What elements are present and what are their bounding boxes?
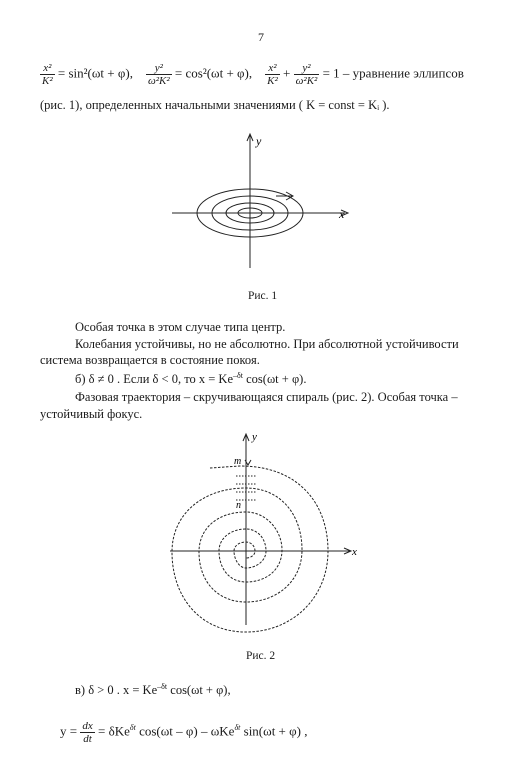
case-c-line <box>75 682 231 698</box>
case-c-tail: cos(ωt + φ), <box>170 683 231 698</box>
fig2-caption: Рис. 2 <box>246 650 276 662</box>
f1-denominator: K² <box>42 75 53 87</box>
f3a-numerator: x² <box>265 62 280 75</box>
paragraph-oscillations-line1: Колебания устойчивы, но не абсолютно. При абсолютной устойчивости <box>75 337 459 351</box>
plus-sign: + <box>283 65 291 81</box>
case-b-tail: cos(ωt + φ). <box>246 372 307 387</box>
f2-denominator: ω²K² <box>147 75 170 87</box>
fig2-x-label: x <box>352 546 357 558</box>
fig1-y-label: y <box>256 134 262 148</box>
fig2-m-label: m <box>234 456 242 467</box>
velocity-lhs: y = <box>60 723 78 739</box>
paragraph-spiral-line2: устойчивый фокус. <box>40 407 143 421</box>
case-c-exponent: –δt <box>157 682 168 691</box>
velocity-rhs-c: sin(ωt + φ) , <box>243 723 308 739</box>
fig2-y-label: y <box>252 431 257 443</box>
f1-numerator: x² <box>40 62 55 75</box>
f1-rhs: = sin²(ωt + φ), <box>57 65 133 81</box>
f3b-numerator: y² <box>294 62 320 75</box>
case-b-exponent: –δt <box>233 371 243 380</box>
paragraph-center-point: Особая точка в этом случае типа центр. <box>75 320 286 334</box>
paragraph-oscillations-line2: система возвращается в состояние покоя. <box>40 353 260 367</box>
fig1-x-label: x <box>339 207 345 221</box>
line-after-equation: (рис. 1), определенных начальными значениями ( K = const = Kᵢ ). <box>40 98 390 112</box>
velocity-equation <box>60 720 307 745</box>
velocity-sup-2: δt <box>234 723 241 733</box>
f3a-denominator: K² <box>267 75 278 87</box>
velocity-sup-1: δt <box>129 723 136 733</box>
f3b-denominator: ω²K² <box>295 75 318 87</box>
velocity-frac-num: dx <box>82 720 93 732</box>
fig2-n-label: n <box>236 500 241 511</box>
case-c-text: в) δ > 0 . x = Ke <box>75 683 158 698</box>
f3-rhs: = 1 <box>322 65 340 81</box>
page-number: 7 <box>258 30 264 44</box>
f2-numerator: y² <box>146 62 172 75</box>
velocity-rhs-b: cos(ωt – φ) – ωKe <box>139 723 235 739</box>
velocity-rhs-a: = δKe <box>97 723 130 739</box>
f2-rhs: = cos²(ωt + φ), <box>174 65 253 81</box>
case-b-text: б) δ ≠ 0 . Если δ < 0, то x = Ke <box>75 372 233 387</box>
paragraph-spiral-line1: Фазовая траектория – скручивающаяся спираль (рис. 2). Особая точка – <box>75 390 458 404</box>
velocity-frac-den: dt <box>83 733 92 745</box>
fig2-spiral <box>172 466 328 632</box>
fig1-caption: Рис. 1 <box>248 290 278 302</box>
ellipse-equation-text: – уравнение эллипсов <box>342 65 464 81</box>
